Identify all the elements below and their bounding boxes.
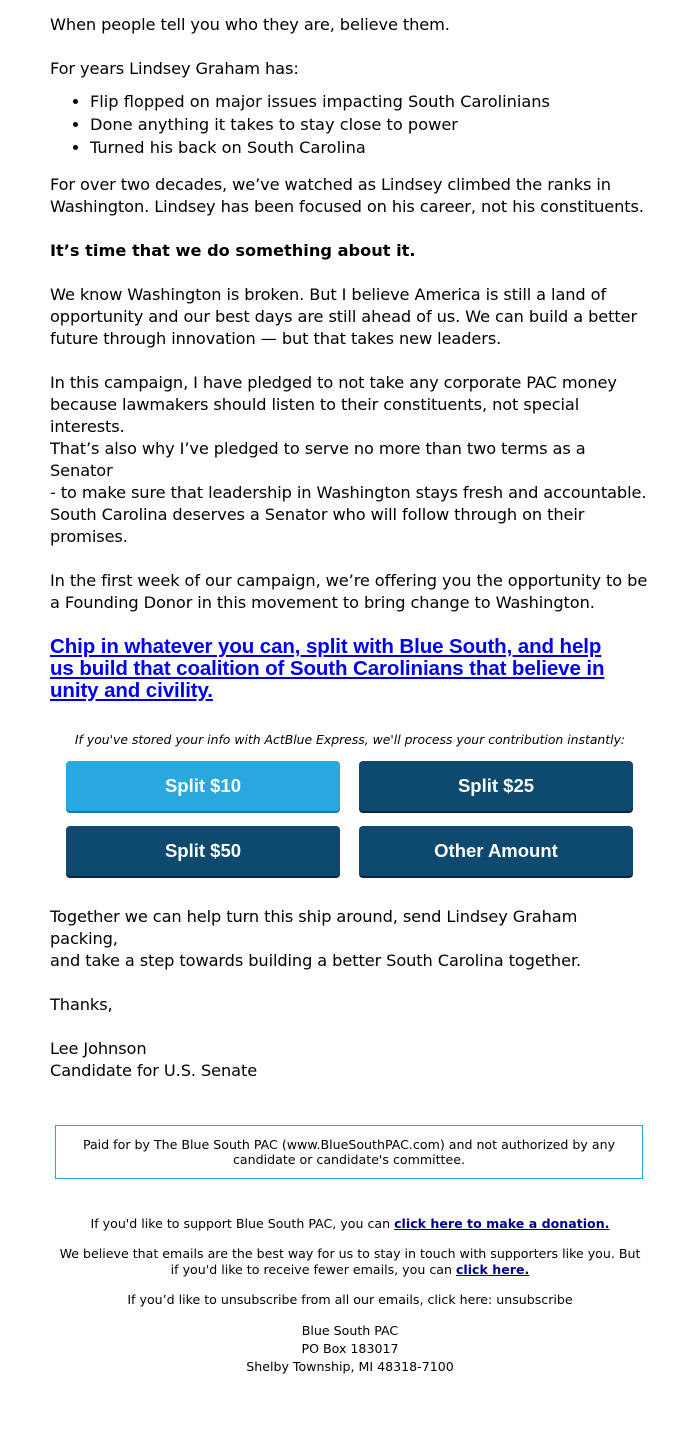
support-line: If you'd like to support Blue South PAC, you can click here to make a donation. [90,1216,610,1231]
email-body [50,0,650,1376]
email-footer [50,1216,650,1376]
graham-record-list [50,90,650,159]
list-item: • Done anything it takes to stay close to power [90,113,650,136]
other-amount-button[interactable]: Other Amount [359,826,633,876]
actblue-express-note: If you've stored your info with ActBlue Express, we'll process your contribution instantly: [74,732,626,747]
signature [50,1038,650,1082]
donation-link[interactable]: click here to make a donation. [394,1216,610,1231]
split-10-button[interactable]: Split $10 [66,761,340,811]
donation-buttons [50,761,650,893]
thanks-line: Thanks, [50,995,113,1014]
founding-donor-paragraph: In the first week of our campaign, we’re offering you the opportunity to be a Founding Donor in this movement to bring change to Washington. [50,571,648,612]
pledge-paragraph: In this campaign, I have pledged to not take any corporate PAC money because lawmakers should listen to their constituents, not special interests. That’s also why I’ve pledged to serve no more than two terms as a Senator - to make sure that leadership in Washington stays fresh and accountable. South Carolina deserves a Senator who will follow through on their promises. [50,373,647,546]
together-paragraph: Together we can help turn this ship around, send Lindsey Graham packing, and take a step towards building a better South Carolina together. [50,907,582,970]
unsubscribe-link[interactable]: unsubscribe [496,1292,573,1307]
decades-paragraph: For over two decades, we’ve watched as Lindsey climbed the ranks in Washington. Lindsey has been focused on his career, not his constituents. [50,175,644,216]
mailing-address: Blue South PAC PO Box 183017 Shelby Township, MI 48318-7100 [246,1323,454,1374]
call-to-action-heading: It’s time that we do something about it. [50,241,416,260]
signer-name: Lee Johnson [50,1039,147,1058]
chip-in-link[interactable]: Chip in whatever you can, split with Blue South, and help us build that coalition of South Carolinians that believe in unity and civility. [50,635,605,702]
intro-line: For years Lindsey Graham has: [50,59,299,78]
fewer-emails-link[interactable]: click here. [455,1262,530,1277]
washington-paragraph: We know Washington is broken. But I believe America is still a land of opportunity and our best days are still ahead of us. We can build a better future through innovation — but that takes new leaders. [50,285,638,348]
split-25-button[interactable]: Split $25 [359,761,633,811]
fewer-emails-line: We believe that emails are the best way for us to stay in touch with supporters like you. But if you'd like to receive fewer emails, you can click here. [59,1246,641,1277]
list-item: • Flip flopped on major issues impacting South Carolinians [90,90,650,113]
signer-title: Candidate for U.S. Senate [50,1061,258,1080]
opening-line: When people tell you who they are, believe them. [50,15,450,34]
split-50-button[interactable]: Split $50 [66,826,340,876]
paid-for-disclaimer: Paid for by The Blue South PAC (www.BlueSouthPAC.com) and not authorized by any candidate or candidate's committee. [55,1125,643,1179]
unsubscribe-line: If you’d like to unsubscribe from all our emails, click here: unsubscribe [127,1292,573,1307]
list-item: • Turned his back on South Carolina [90,136,650,159]
